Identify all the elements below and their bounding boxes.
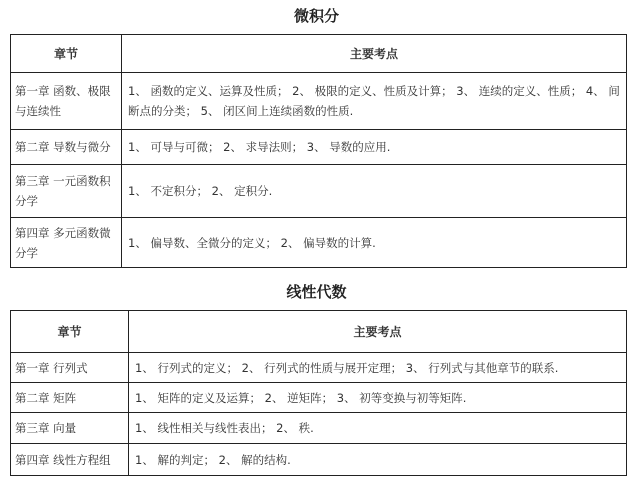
points-cell: 1、 矩阵的定义及运算； 2、 逆矩阵； 3、 初等变换与初等矩阵.: [129, 383, 627, 413]
chapter-cell: 第四章 线性方程组: [11, 444, 129, 476]
table-row: [11, 165, 627, 218]
chapter-header: 章节: [11, 311, 129, 353]
chapter-cell: 第一章 行列式: [11, 353, 129, 383]
points-cell: 1、 线性相关与线性表出； 2、 秩.: [129, 413, 627, 444]
chapter-header: 章节: [11, 35, 122, 73]
points-cell: 1、 可导与可微； 2、 求导法则； 3、 导数的应用.: [122, 130, 627, 165]
points-cell: 1、 函数的定义、运算及性质； 2、 极限的定义、性质及计算； 3、 连续的定义、性质； 4、 间断点的分类； 5、 闭区间上连续函数的性质.: [122, 73, 627, 130]
table-row: [11, 444, 627, 476]
table-header-row: [11, 35, 627, 73]
table-row: [11, 383, 627, 413]
chapter-cell: 第二章 矩阵: [11, 383, 129, 413]
points-cell: 1、 不定积分； 2、 定积分.: [122, 165, 627, 218]
table-header-row: [11, 311, 627, 353]
chapter-cell: 第四章 多元函数微分学: [11, 218, 122, 268]
linear-algebra-table: [10, 310, 627, 476]
chapter-cell: 第一章 函数、极限与连续性: [11, 73, 122, 130]
table-row: [11, 73, 627, 130]
calculus-table: [10, 34, 627, 268]
chapter-cell: 第二章 导数与微分: [11, 130, 122, 165]
table-row: [11, 130, 627, 165]
points-cell: 1、 解的判定； 2、 解的结构.: [129, 444, 627, 476]
table-row: [11, 353, 627, 383]
points-header: 主要考点: [129, 311, 627, 353]
points-header: 主要考点: [122, 35, 627, 73]
points-cell: 1、 行列式的定义； 2、 行列式的性质与展开定理； 3、 行列式与其他章节的联系.: [129, 353, 627, 383]
chapter-cell: 第三章 向量: [11, 413, 129, 444]
linear-algebra-title: 线性代数: [286, 283, 347, 301]
points-cell: 1、 偏导数、全微分的定义； 2、 偏导数的计算.: [122, 218, 627, 268]
chapter-cell: 第三章 一元函数积分学: [11, 165, 122, 218]
table-row: [11, 218, 627, 268]
table-row: [11, 413, 627, 444]
calculus-title: 微积分: [293, 7, 339, 25]
